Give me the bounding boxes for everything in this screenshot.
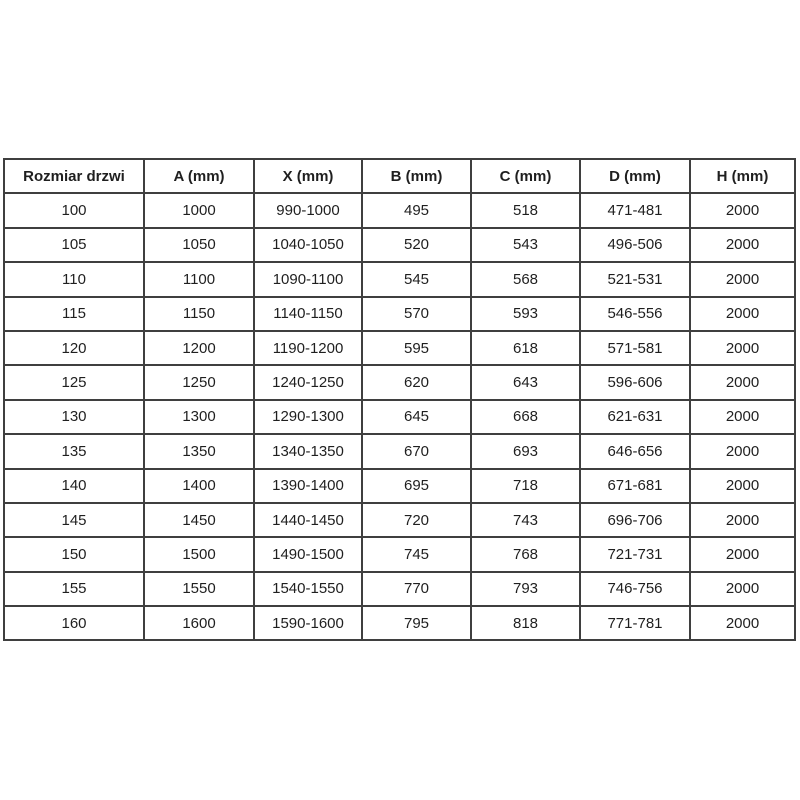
table-cell: 693 [471, 434, 580, 468]
column-header: B (mm) [362, 159, 471, 193]
table-row [4, 537, 795, 571]
table-row [4, 400, 795, 434]
table-cell: 646-656 [580, 434, 690, 468]
table-cell: 130 [4, 400, 144, 434]
table-cell: 2000 [690, 537, 795, 571]
table-cell: 2000 [690, 331, 795, 365]
table-row [4, 572, 795, 606]
table-cell: 520 [362, 228, 471, 262]
table-cell: 160 [4, 606, 144, 640]
table-row [4, 331, 795, 365]
table-cell: 135 [4, 434, 144, 468]
table-cell: 1300 [144, 400, 254, 434]
table-cell: 150 [4, 537, 144, 571]
table-cell: 1050 [144, 228, 254, 262]
table-cell: 1550 [144, 572, 254, 606]
table-cell: 1440-1450 [254, 503, 362, 537]
table-cell: 155 [4, 572, 144, 606]
table-body [4, 193, 795, 640]
table-row [4, 297, 795, 331]
table-cell: 1100 [144, 262, 254, 296]
table-cell: 1500 [144, 537, 254, 571]
table-cell: 2000 [690, 434, 795, 468]
table-cell: 1250 [144, 365, 254, 399]
table-cell: 595 [362, 331, 471, 365]
table-cell: 1190-1200 [254, 331, 362, 365]
table-cell: 1240-1250 [254, 365, 362, 399]
table-cell: 125 [4, 365, 144, 399]
table-cell: 621-631 [580, 400, 690, 434]
table-cell: 793 [471, 572, 580, 606]
table-cell: 1540-1550 [254, 572, 362, 606]
table-row [4, 503, 795, 537]
table-row [4, 193, 795, 227]
table-cell: 695 [362, 469, 471, 503]
table-cell: 1400 [144, 469, 254, 503]
table-cell: 521-531 [580, 262, 690, 296]
table-cell: 571-581 [580, 331, 690, 365]
header-row [4, 159, 795, 193]
table-cell: 518 [471, 193, 580, 227]
table-cell: 720 [362, 503, 471, 537]
table-row [4, 434, 795, 468]
column-header: A (mm) [144, 159, 254, 193]
table-cell: 1450 [144, 503, 254, 537]
column-header: C (mm) [471, 159, 580, 193]
table-cell: 546-556 [580, 297, 690, 331]
table-cell: 795 [362, 606, 471, 640]
table-cell: 543 [471, 228, 580, 262]
column-header: H (mm) [690, 159, 795, 193]
table-cell: 496-506 [580, 228, 690, 262]
table-cell: 1140-1150 [254, 297, 362, 331]
table-cell: 2000 [690, 572, 795, 606]
column-header: Rozmiar drzwi [4, 159, 144, 193]
table-cell: 1040-1050 [254, 228, 362, 262]
table-cell: 110 [4, 262, 144, 296]
table-cell: 145 [4, 503, 144, 537]
table-cell: 568 [471, 262, 580, 296]
table-cell: 620 [362, 365, 471, 399]
door-size-table-container [3, 158, 796, 641]
table-cell: 745 [362, 537, 471, 571]
table-cell: 1290-1300 [254, 400, 362, 434]
table-cell: 570 [362, 297, 471, 331]
table-cell: 1090-1100 [254, 262, 362, 296]
table-cell: 2000 [690, 365, 795, 399]
table-cell: 593 [471, 297, 580, 331]
table-cell: 696-706 [580, 503, 690, 537]
table-cell: 115 [4, 297, 144, 331]
table-cell: 645 [362, 400, 471, 434]
table-cell: 770 [362, 572, 471, 606]
table-cell: 670 [362, 434, 471, 468]
table-cell: 671-681 [580, 469, 690, 503]
table-row [4, 262, 795, 296]
table-cell: 1340-1350 [254, 434, 362, 468]
table-cell: 2000 [690, 262, 795, 296]
table-cell: 2000 [690, 297, 795, 331]
table-cell: 721-731 [580, 537, 690, 571]
table-cell: 768 [471, 537, 580, 571]
table-cell: 2000 [690, 606, 795, 640]
table-cell: 743 [471, 503, 580, 537]
table-cell: 2000 [690, 503, 795, 537]
table-row [4, 469, 795, 503]
table-cell: 545 [362, 262, 471, 296]
column-header: D (mm) [580, 159, 690, 193]
door-size-table [3, 158, 796, 641]
table-cell: 990-1000 [254, 193, 362, 227]
column-header: X (mm) [254, 159, 362, 193]
table-cell: 1150 [144, 297, 254, 331]
table-cell: 1350 [144, 434, 254, 468]
table-head [4, 159, 795, 193]
table-cell: 1390-1400 [254, 469, 362, 503]
table-cell: 1600 [144, 606, 254, 640]
table-cell: 495 [362, 193, 471, 227]
table-cell: 140 [4, 469, 144, 503]
table-cell: 2000 [690, 193, 795, 227]
table-cell: 2000 [690, 228, 795, 262]
table-cell: 1200 [144, 331, 254, 365]
table-cell: 105 [4, 228, 144, 262]
table-row [4, 228, 795, 262]
table-cell: 718 [471, 469, 580, 503]
table-cell: 618 [471, 331, 580, 365]
table-cell: 643 [471, 365, 580, 399]
table-cell: 1000 [144, 193, 254, 227]
table-cell: 2000 [690, 400, 795, 434]
table-cell: 100 [4, 193, 144, 227]
table-cell: 771-781 [580, 606, 690, 640]
table-cell: 746-756 [580, 572, 690, 606]
table-row [4, 365, 795, 399]
table-cell: 120 [4, 331, 144, 365]
table-cell: 1590-1600 [254, 606, 362, 640]
table-cell: 471-481 [580, 193, 690, 227]
table-row [4, 606, 795, 640]
table-cell: 818 [471, 606, 580, 640]
table-cell: 596-606 [580, 365, 690, 399]
table-cell: 668 [471, 400, 580, 434]
table-cell: 1490-1500 [254, 537, 362, 571]
table-cell: 2000 [690, 469, 795, 503]
